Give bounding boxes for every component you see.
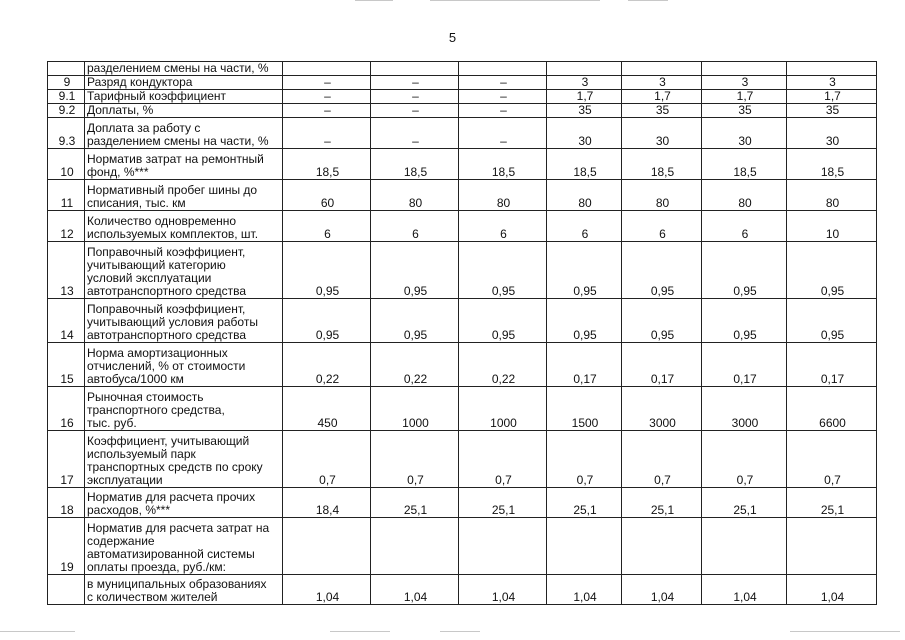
value-cell: –	[459, 90, 547, 104]
value-cell: 25,1	[459, 488, 547, 518]
bottom-edge-line	[440, 631, 480, 632]
value-cell: 25,1	[371, 488, 459, 518]
value-cell: 450	[283, 387, 371, 431]
value-cell: 18,5	[702, 149, 787, 180]
value-cell: 0,95	[702, 242, 787, 299]
value-cell: 1,04	[622, 575, 702, 605]
description-line: Количество одновременно	[87, 214, 237, 228]
bottom-edge-line	[330, 631, 390, 632]
value-cell: 6	[459, 211, 547, 242]
value-cell: 0,17	[547, 343, 622, 387]
description-line: автоматизированной системы	[87, 547, 255, 561]
top-edge-line	[430, 0, 600, 1]
description-line: списания, тыс. км	[87, 196, 186, 210]
value-cell: 30	[787, 118, 877, 149]
value-cell: 3	[547, 76, 622, 90]
value-cell: 0,95	[283, 242, 371, 299]
value-cell: 80	[622, 180, 702, 211]
value-cell: 25,1	[622, 488, 702, 518]
value-cell: 30	[547, 118, 622, 149]
value-cell: 1,04	[547, 575, 622, 605]
description-line: содержание	[87, 534, 155, 548]
value-cell: 0,7	[622, 431, 702, 488]
description-line: автотранспортного средства	[87, 284, 247, 298]
description-line: Рыночная стоимость	[87, 390, 204, 404]
row-description	[85, 149, 283, 180]
value-cell: 30	[702, 118, 787, 149]
row-description	[85, 343, 283, 387]
description-line: Норматив для расчета прочих	[87, 490, 256, 504]
row-number: 12	[48, 211, 85, 242]
top-edge-line	[628, 0, 668, 1]
row-description	[85, 180, 283, 211]
row-number: 9.1	[48, 90, 85, 104]
row-number: 14	[48, 299, 85, 343]
value-cell: 1,04	[459, 575, 547, 605]
value-cell: 80	[547, 180, 622, 211]
bottom-edge-line	[790, 631, 900, 632]
value-cell: 18,5	[787, 149, 877, 180]
description-line: учитывающий категорию	[87, 258, 226, 272]
value-cell: 0,95	[787, 242, 877, 299]
table-row	[48, 180, 877, 211]
top-edge-line	[355, 0, 393, 1]
value-cell: –	[459, 104, 547, 118]
value-cell	[787, 518, 877, 575]
row-number: 17	[48, 431, 85, 488]
table-row	[48, 118, 877, 149]
description-line: разделением смены на части, %	[87, 61, 269, 75]
value-cell: 0,7	[547, 431, 622, 488]
row-number: 18	[48, 488, 85, 518]
value-cell: 35	[547, 104, 622, 118]
value-cell: 1,04	[787, 575, 877, 605]
value-cell: 1,7	[702, 90, 787, 104]
value-cell: 35	[787, 104, 877, 118]
table-body	[48, 62, 877, 605]
value-cell: 3000	[622, 387, 702, 431]
description-line: Поправочный коэффициент,	[87, 302, 246, 316]
value-cell: 35	[702, 104, 787, 118]
table-row	[48, 76, 877, 90]
row-description	[85, 575, 283, 605]
value-cell: –	[283, 104, 371, 118]
row-description	[85, 118, 283, 149]
description-line: учитывающий условия работы	[87, 315, 258, 329]
value-cell: 1000	[459, 387, 547, 431]
value-cell: 80	[787, 180, 877, 211]
value-cell: 0,22	[371, 343, 459, 387]
value-cell: –	[371, 76, 459, 90]
value-cell: 25,1	[787, 488, 877, 518]
value-cell: 6	[371, 211, 459, 242]
description-line: расходов, %***	[87, 503, 171, 517]
description-line: с количеством жителей	[87, 590, 218, 604]
row-number: 19	[48, 518, 85, 575]
page-number: 5	[448, 30, 457, 45]
value-cell: –	[283, 90, 371, 104]
value-cell: 80	[459, 180, 547, 211]
description-line: эксплуатации	[87, 473, 163, 487]
value-cell: 6600	[787, 387, 877, 431]
value-cell: 1000	[371, 387, 459, 431]
row-number: 10	[48, 149, 85, 180]
value-cell	[622, 62, 702, 76]
description-line: Норматив затрат на ремонтный	[87, 152, 264, 166]
description-line: автобуса/1000 км	[87, 372, 184, 386]
value-cell	[702, 62, 787, 76]
description-line: Норматив для расчета затрат на	[87, 521, 270, 535]
table-row	[48, 518, 877, 575]
description-line: фонд, %***	[87, 165, 149, 179]
description-line: Разряд кондуктора	[87, 75, 193, 89]
value-cell: 6	[702, 211, 787, 242]
description-line: автотранспортного средства	[87, 328, 247, 342]
value-cell: –	[459, 76, 547, 90]
value-cell: 1500	[547, 387, 622, 431]
value-cell	[702, 518, 787, 575]
description-line: Доплата за работу с	[87, 121, 201, 135]
description-line: транспортных средств по сроку	[87, 460, 263, 474]
description-line: транспортного средства,	[87, 403, 225, 417]
value-cell: 3	[622, 76, 702, 90]
table-row	[48, 242, 877, 299]
value-cell: 0,95	[283, 299, 371, 343]
value-cell: 35	[622, 104, 702, 118]
table-row	[48, 149, 877, 180]
description-line: Доплаты, %	[87, 103, 154, 117]
description-line: Норма амортизационных	[87, 346, 228, 360]
value-cell: 1,7	[787, 90, 877, 104]
value-cell: 6	[622, 211, 702, 242]
value-cell: 0,95	[459, 299, 547, 343]
value-cell: 0,17	[702, 343, 787, 387]
value-cell: 1,04	[283, 575, 371, 605]
value-cell: 1,7	[547, 90, 622, 104]
norms-table	[47, 61, 877, 605]
value-cell: 18,5	[459, 149, 547, 180]
value-cell: –	[459, 118, 547, 149]
value-cell: 1,04	[371, 575, 459, 605]
value-cell: 0,95	[702, 299, 787, 343]
description-line: Тарифный коэффициент	[87, 89, 227, 103]
value-cell: 3	[787, 76, 877, 90]
value-cell: 0,95	[371, 242, 459, 299]
value-cell: 0,22	[459, 343, 547, 387]
value-cell: 0,22	[283, 343, 371, 387]
value-cell: 0,95	[371, 299, 459, 343]
value-cell: 0,7	[283, 431, 371, 488]
row-description	[85, 488, 283, 518]
value-cell: –	[283, 76, 371, 90]
value-cell: 1,04	[702, 575, 787, 605]
value-cell: –	[283, 118, 371, 149]
value-cell: 0,95	[547, 242, 622, 299]
description-line: используемый парк	[87, 447, 196, 461]
value-cell	[459, 518, 547, 575]
table-row	[48, 431, 877, 488]
value-cell: 80	[702, 180, 787, 211]
value-cell: 25,1	[702, 488, 787, 518]
value-cell: 0,95	[622, 242, 702, 299]
value-cell	[459, 62, 547, 76]
value-cell: 18,5	[371, 149, 459, 180]
value-cell: 0,7	[787, 431, 877, 488]
row-description	[85, 90, 283, 104]
row-description	[85, 299, 283, 343]
description-line: оплаты проезда, руб./км:	[87, 560, 226, 574]
description-line: тыс. руб.	[87, 416, 137, 430]
row-number: 9.3	[48, 118, 85, 149]
row-number	[48, 575, 85, 605]
value-cell: 0,7	[371, 431, 459, 488]
row-description	[85, 62, 283, 76]
row-number: 9.2	[48, 104, 85, 118]
description-line: условий эксплуатации	[87, 271, 212, 285]
value-cell	[283, 62, 371, 76]
value-cell: 0,95	[787, 299, 877, 343]
description-line: разделением смены на части, %	[87, 134, 269, 148]
value-cell: 0,95	[622, 299, 702, 343]
row-description	[85, 211, 283, 242]
value-cell	[371, 62, 459, 76]
table-row	[48, 62, 877, 76]
description-line: отчислений, % от стоимости	[87, 359, 246, 373]
description-line: Нормативный пробег шины до	[87, 183, 258, 197]
value-cell	[371, 518, 459, 575]
row-number: 15	[48, 343, 85, 387]
row-number: 9	[48, 76, 85, 90]
row-description	[85, 431, 283, 488]
value-cell: –	[371, 90, 459, 104]
value-cell	[787, 62, 877, 76]
bottom-edge-line	[0, 631, 75, 632]
row-number: 11	[48, 180, 85, 211]
description-line: Коэффициент, учитывающий	[87, 434, 250, 448]
table-row	[48, 387, 877, 431]
value-cell: 6	[283, 211, 371, 242]
value-cell: 25,1	[547, 488, 622, 518]
value-cell: 0,17	[622, 343, 702, 387]
value-cell: 0,17	[787, 343, 877, 387]
value-cell: 3	[702, 76, 787, 90]
row-number: 16	[48, 387, 85, 431]
value-cell: 10	[787, 211, 877, 242]
row-number	[48, 62, 85, 76]
table-row	[48, 211, 877, 242]
table-row	[48, 90, 877, 104]
value-cell: 60	[283, 180, 371, 211]
table-row	[48, 299, 877, 343]
row-description	[85, 518, 283, 575]
row-description	[85, 387, 283, 431]
value-cell: 18,4	[283, 488, 371, 518]
row-description	[85, 242, 283, 299]
value-cell: 18,5	[283, 149, 371, 180]
value-cell	[547, 518, 622, 575]
value-cell: 3000	[702, 387, 787, 431]
description-line: Поправочный коэффициент,	[87, 245, 246, 259]
description-line: используемых комплектов, шт.	[87, 227, 259, 241]
value-cell	[547, 62, 622, 76]
value-cell: 18,5	[622, 149, 702, 180]
table-row	[48, 343, 877, 387]
value-cell: –	[371, 104, 459, 118]
value-cell: 0,7	[459, 431, 547, 488]
row-description	[85, 104, 283, 118]
value-cell: 1,7	[622, 90, 702, 104]
value-cell: 0,95	[547, 299, 622, 343]
row-number: 13	[48, 242, 85, 299]
row-description	[85, 76, 283, 90]
value-cell: 18,5	[547, 149, 622, 180]
description-line: в муниципальных образованиях	[87, 577, 267, 591]
value-cell	[283, 518, 371, 575]
value-cell: 80	[371, 180, 459, 211]
value-cell: 0,95	[459, 242, 547, 299]
value-cell	[622, 518, 702, 575]
value-cell: –	[371, 118, 459, 149]
value-cell: 30	[622, 118, 702, 149]
table-row	[48, 104, 877, 118]
value-cell: 0,7	[702, 431, 787, 488]
value-cell: 6	[547, 211, 622, 242]
table-row	[48, 575, 877, 605]
table-row	[48, 488, 877, 518]
